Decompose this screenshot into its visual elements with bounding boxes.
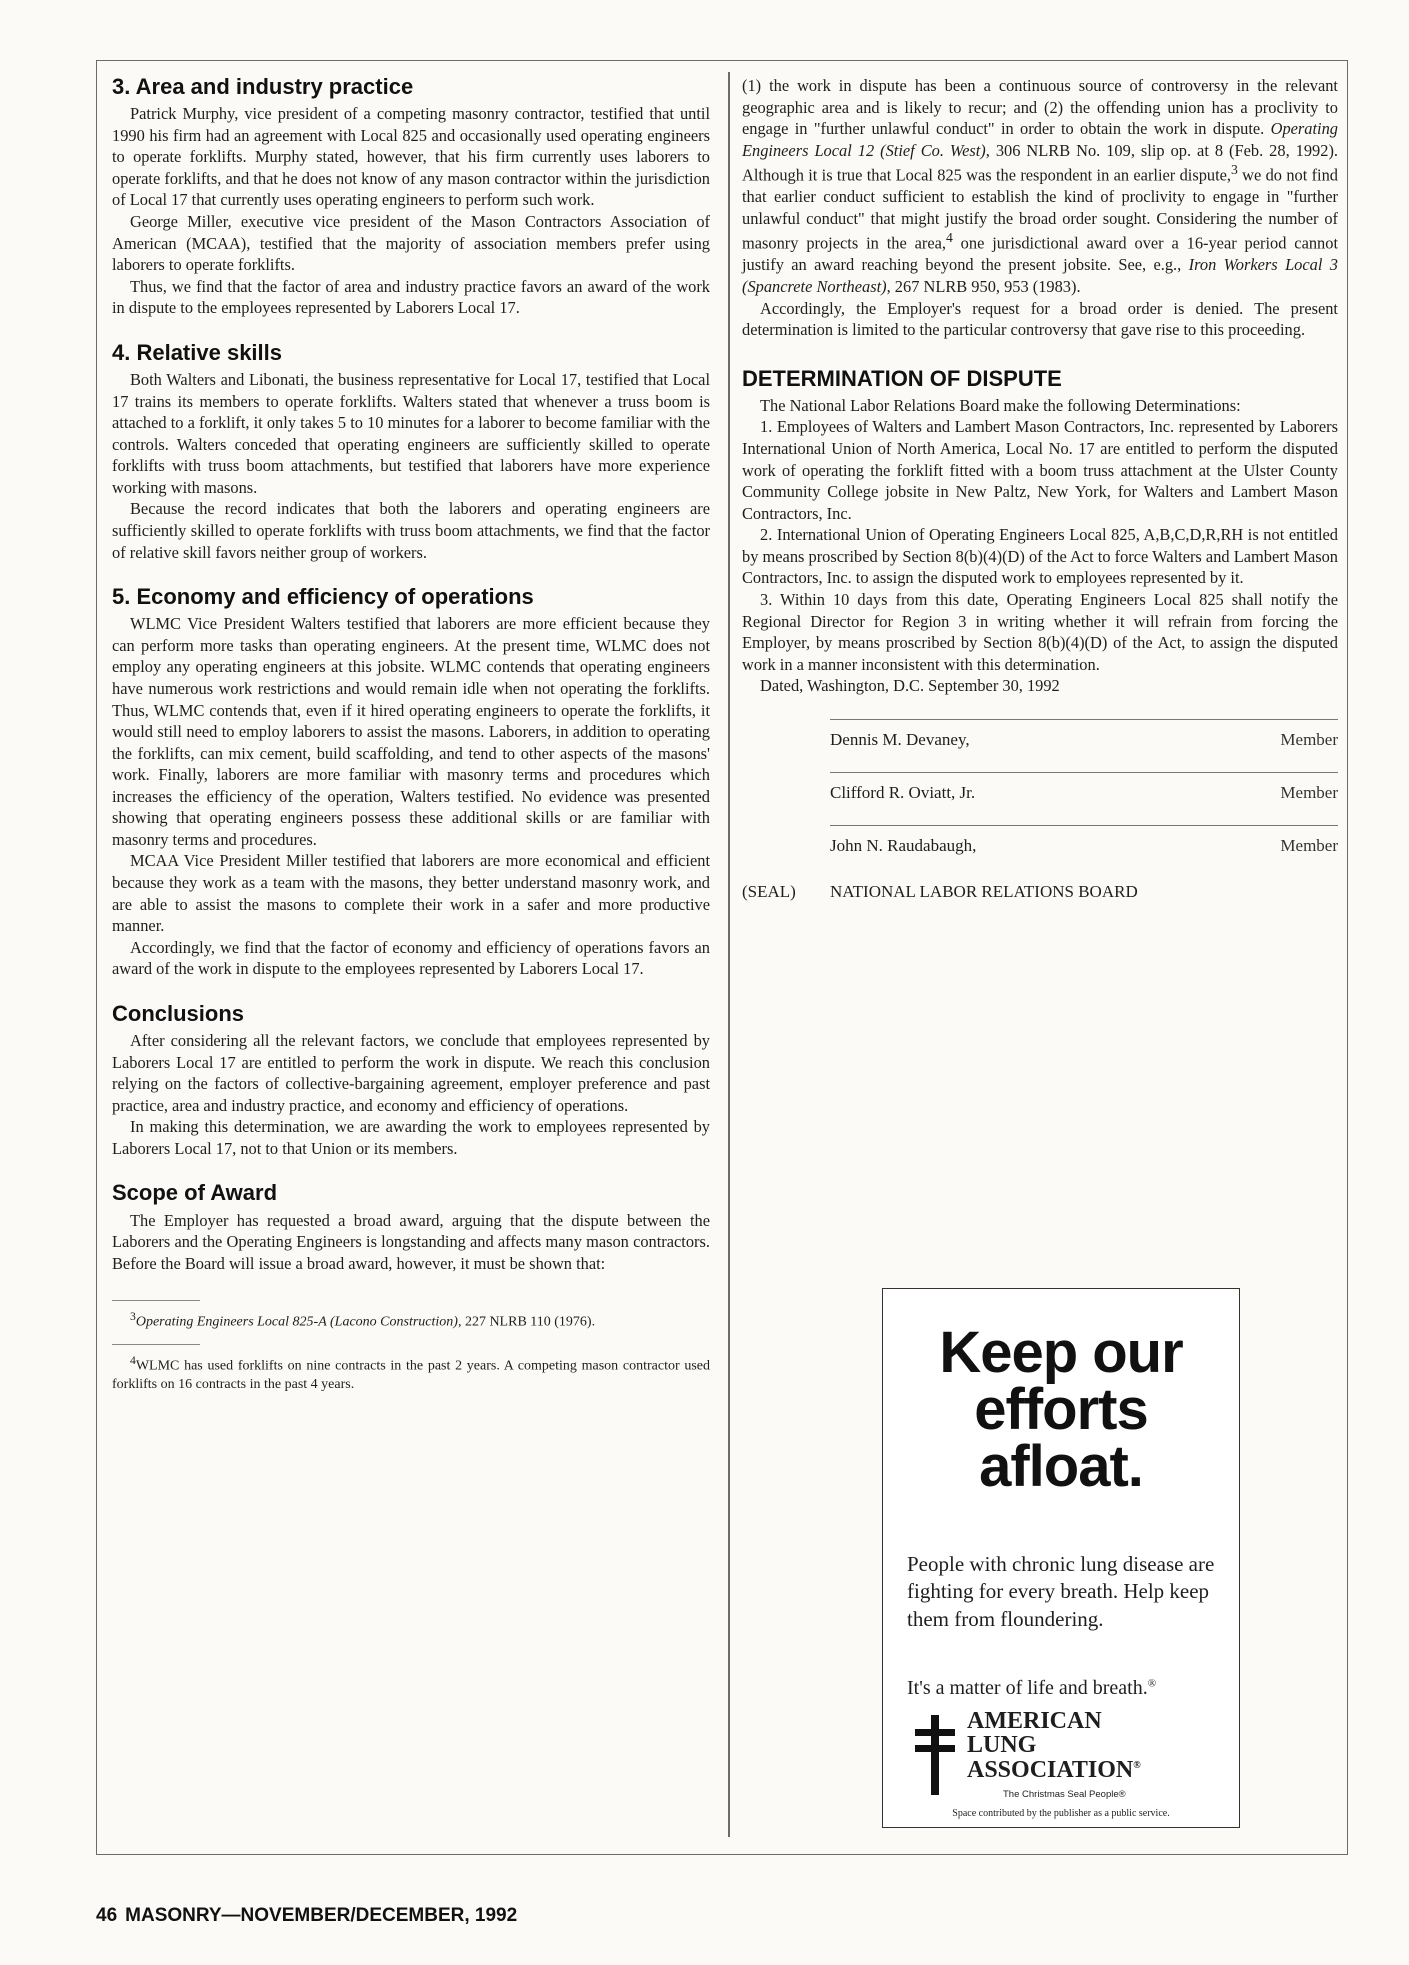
signer-role: Member (1280, 729, 1338, 749)
section-area-industry (112, 75, 710, 319)
seal-line (742, 882, 1338, 902)
section-heading: Scope of Award (112, 1180, 278, 1206)
ad-tagline: It's a matter of life and breath.® (907, 1677, 1157, 1699)
paragraph: In making this determination, we are awarding the work to employees represented by Laborers Local 17, not to that Union or its members. (112, 1117, 710, 1158)
section-determination (742, 367, 1338, 697)
determination-item: 3. Within 10 days from this date, Operating Engineers Local 825 shall notify the Regional Director for Region 3 in writing whether it will refrain from forcing the Employer, by means proscribed by Section 8(b)(4)(D) of the Act, to assign the disputed work in a manner inconsistent with this determination. (742, 589, 1338, 674)
paragraph: Because the record indicates that both the laborers and operating engineers are sufficiently skilled to operate forklifts with truss boom attachments, we find that the factor of relative skill favors neither group of workers. (112, 499, 710, 562)
section-heading: DETERMINATION OF DISPUTE (742, 365, 1062, 391)
signer-role: Member (1280, 835, 1338, 855)
ala-wordmark: AMERICAN LUNG ASSOCIATION® (967, 1708, 1141, 1783)
paragraph: After considering all the relevant factors, we conclude that employees represented by Laborers Local 17 are entitled to perform the work in dispute. We reach this conclusion relying on the factors of collective-bargaining agreement, employer preference and past practice, area and industry practice, and economy and efficiency of operations. (112, 1031, 710, 1115)
signer-name: Dennis M. Devaney, (830, 729, 970, 749)
board-name: NATIONAL LABOR RELATIONS BOARD (830, 881, 1138, 901)
dated-line: Dated, Washington, D.C. September 30, 1992 (760, 676, 1060, 696)
signer-role: Member (1280, 782, 1338, 802)
paragraph: The Employer has requested a broad award, arguing that the dispute between the Laborers and the Operating Engineers is longstanding and affects many mason contractors. Before the Board will issue a broad award, however, it must be shown that: (112, 1210, 710, 1273)
signature-row (830, 719, 1338, 772)
determination-item: 1. Employees of Walters and Lambert Mason Contractors, Inc. represented by Laborers International Union of North America, Local No. 17 are entitled to perform the disputed work of operating the forklift fitted with a boom truss attachment at the Ulster County Community College jobsite in New Paltz, New York, for Walters and Lambert Mason Contractors, Inc. (742, 417, 1338, 523)
footnote-rule (112, 1344, 200, 1345)
page-footer (96, 1905, 517, 1927)
signature-row (830, 825, 1338, 878)
ad-credit: Space contributed by the publisher as a public service. (952, 1808, 1170, 1819)
footnote-rule (112, 1300, 200, 1301)
ad-body-text: People with chronic lung disease are fighting for every breath. Help keep them from floundering. (907, 1552, 1215, 1631)
page-number: 46 (96, 1905, 118, 1926)
paragraph: George Miller, executive vice president of the Mason Contractors Association of American (MCAA), testified that the majority of association members prefer using laborers to operate forklifts. (112, 212, 710, 275)
paragraph: Thus, we find that the factor of area and industry practice favors an award of the work in dispute to the employees represented by Laborers Local 17. (112, 276, 710, 318)
signer-name: Clifford R. Oviatt, Jr. (830, 782, 976, 802)
footnote-4: $^4$WLMC has used forklifts on nine contracts in the past 2 years. A competing mason contractor used forklifts on 16 contracts in the past 4 years. (112, 1354, 710, 1392)
signer-name: John N. Raudabaugh, (830, 835, 977, 855)
section-economy (112, 585, 710, 980)
paragraph: Patrick Murphy, vice president of a competing masonry contractor, testified that until 1990 his firm had an agreement with Local 825 and occasionally used operating engineers to operate forklifts. Murphy stated, however, that his firm currently uses laborers to operate forklifts, and that he does not know of any mason contractor within the jurisdiction of Local 17 that currently uses operating engineers to perform such work. (112, 104, 710, 210)
signature-row (830, 772, 1338, 825)
paragraph: Accordingly, the Employer's request for a broad order is denied. The present determination is limited to the particular controversy that gave rise to this proceeding. (742, 298, 1338, 340)
paragraph: WLMC Vice President Walters testified that laborers are more efficient because they can perform more tasks than operating engineers. At the present time, WLMC does not employ any operating engineers at this jobsite. WLMC contends that operating engineers have numerous work restrictions and would remain idle when not operating the forklifts. Thus, WLMC contends that, even if it hired operating engineers to operate the forklifts, it would still need to employ laborers to assist the masons. Laborers, in addition to operating the forklifts, can mix cement, build scaffolding, and tend to other aspects of the masons' work. Finally, laborers are more familiar with masonry terms and procedures which increases the efficiency of the operation, Walters testified. No evidence was presented showing that operating engineers possess these additional skills or are familiar with masonry terms and procedures. (112, 614, 710, 849)
footnote-3: $^3$Operating Engineers Local 825-A (Lacono Construction), 227 NLRB 110 (1976). (130, 1310, 596, 1330)
paragraph: MCAA Vice President Miller testified that laborers are more economical and efficient because they work as a team with the masons, they better understand masonry work, and are able to assist the masons to complete their work in a safer and more productive manner. (112, 851, 710, 936)
seal-label: (SEAL) (742, 881, 796, 901)
ala-logo (913, 1709, 1223, 1799)
column-divider (728, 72, 730, 1837)
paragraph: (1) the work in dispute has been a continuous source of controversy in the relevant geographic area and is likely to recur; and (2) the offending union has a proclivity to engage in "further unlawful conduct" in order to obtain the work in dispute. Operating Engineers Local 12 (Stief Co. West), 306 NLRB No. 109, slip op. at 8 (Feb. 28, 1992). Although it is true that Local 825 was the respondent in an earlier dispute,$^3$ we do not find that earlier conduct sufficient to establish the kind of proclivity to engage in "further unlawful conduct" that might justify the broad order sought. Considering the number of masonry projects in the area,$^4$ one jurisdictional award over a 16-year period cannot justify an award reaching beyond the present jobsite. See, e.g., Iron Workers Local 3 (Spancrete Northeast), 267 NLRB 950, 953 (1983). (742, 76, 1338, 296)
paragraph: Accordingly, we find that the factor of economy and efficiency of operations favors an award of the work in dispute to the employees represented by Laborers Local 17. (112, 937, 710, 979)
publication-line: MASONRY—NOVEMBER/DECEMBER, 1992 (125, 1905, 518, 1926)
section-heading: 4. Relative skills (112, 339, 282, 365)
lung-association-ad (882, 1288, 1240, 1828)
right-column (742, 75, 1338, 902)
ad-headline: Keep our efforts afloat. (939, 1320, 1183, 1499)
left-column (112, 75, 710, 1394)
section-heading: 3. Area and industry practice (112, 74, 414, 99)
double-cross-icon (913, 1715, 957, 1795)
section-conclusions (112, 1002, 710, 1160)
section-heading: Conclusions (112, 1000, 245, 1026)
paragraph: The National Labor Relations Board make the following Determinations: (760, 395, 1241, 415)
section-heading: 5. Economy and efficiency of operations (112, 584, 534, 610)
paragraph: Both Walters and Libonati, the business representative for Local 17, testified that Local 17 trains its members to operate forklifts. Walters stated that whenever a truss boom is attached to a forklift, it only takes 5 to 10 minutes for a laborer to become familiar with the controls. Walters conceded that operating engineers are sufficiently skilled to operate forklifts with truss boom attachments, but testified that laborers have more experience working with masons. (112, 370, 710, 497)
section-scope-continued (742, 75, 1338, 341)
determination-item: 2. International Union of Operating Engineers Local 825, A,B,C,D,R,RH is not entitled by means proscribed by Section 8(b)(4)(D) of the Act to force Walters and Lambert Mason Contractors, Inc. to assign the disputed work to employees represented by it. (742, 525, 1338, 588)
section-relative-skills (112, 341, 710, 563)
christmas-seal-text: The Christmas Seal People® (1003, 1789, 1126, 1800)
signature-block (742, 719, 1338, 878)
section-scope (112, 1181, 710, 1274)
